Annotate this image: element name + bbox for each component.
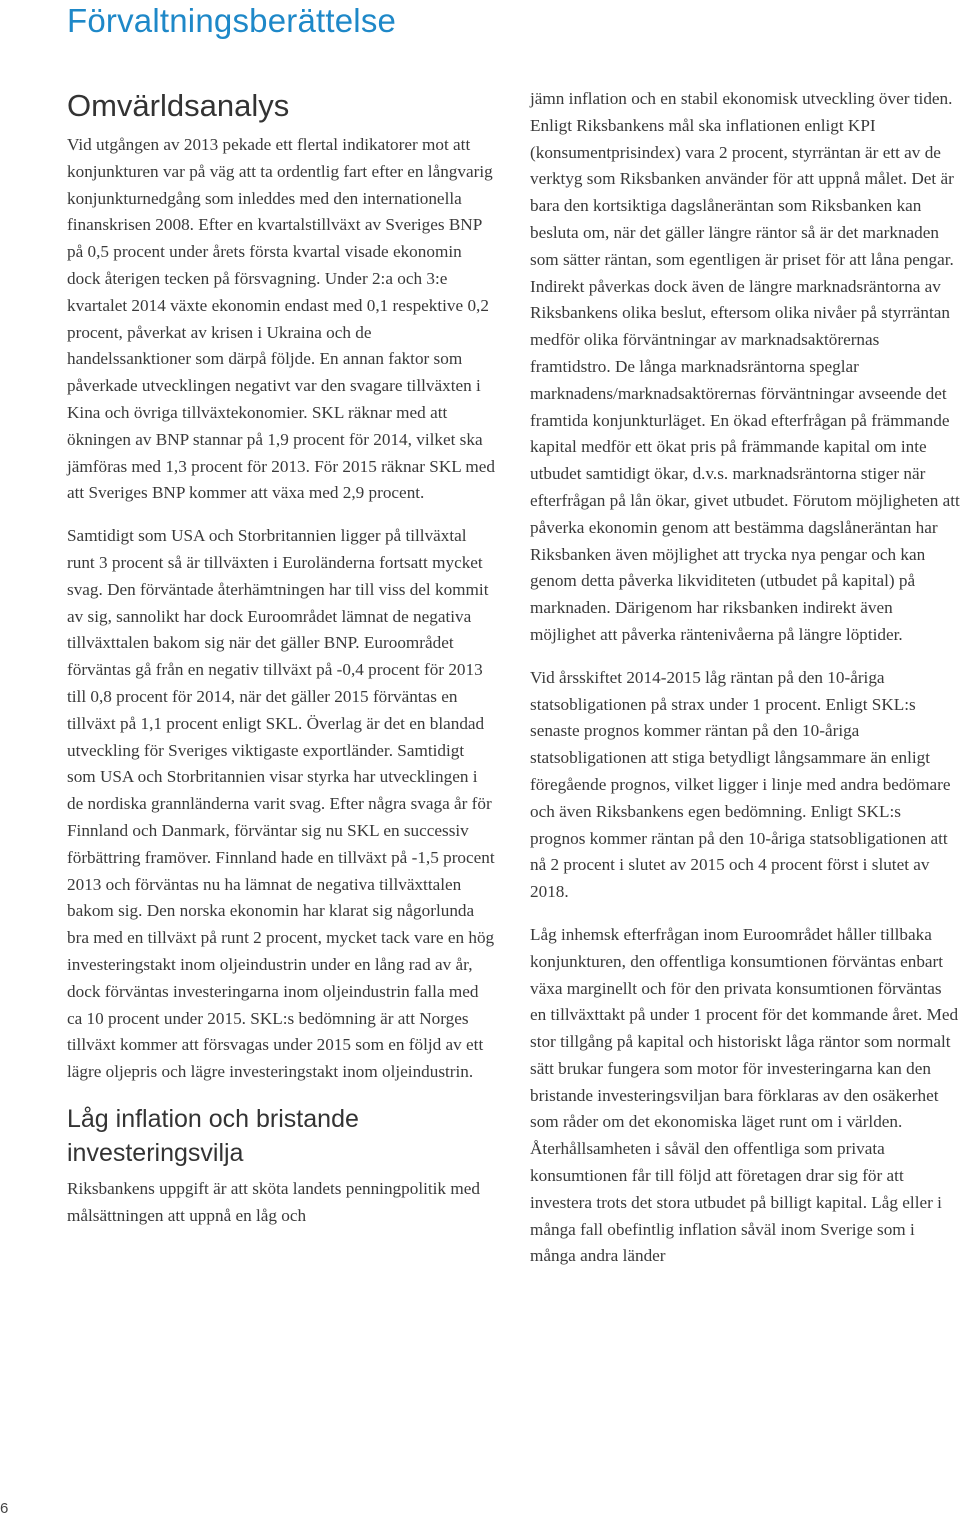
page-header-title: Förvaltningsberättelse [67,2,397,39]
body-paragraph: jämn inflation och en stabil ekonomisk utveckling över tiden. Enligt Riksbankens mål ska inflationen enligt KPI (konsumentprisindex) vara 2 procent, styrräntan är ett av de verktyg som Riksbanken använder för att uppnå målet. Det är bara den kortsiktiga dagslåneräntan som Riksbanken kan besluta om, när det gäller längre räntor så är det marknaden som sätter räntan, som egentligen är priset för att låna pengar. Indirekt påverkas dock även de längre marknadsräntorna av Riksbankens olika beslut, eftersom olika nivåer på styrräntan medför olika förväntningar av marknadsaktörernas framtidstro. De långa marknadsräntorna speglar marknadens/marknadsaktörernas förväntningar avseende det framtida konjunkturläget. En ökad efterfrågan på främmande kapital medför ett ökat pris på främmande kapital om inte utbudet samtidigt ökar, d.v.s. marknadsräntorna stiger när efterfrågan på lån ökar, givet utbudet. Förutom möjligheten att påverka ekonomin genom att bestämma dagslåneräntan har Riksbanken även möjlighet att trycka nya pengar och kan genom detta påverka likviditeten (utbudet på kapital) på marknaden. Därigenom har riksbanken indirekt även möjlighet att påverka räntenivåerna på längre löptider. [530,89,960,644]
left-column [67,88,497,1245]
body-paragraph: Låg inhemsk efterfrågan inom Euroområdet håller tillbaka konjunkturen, den offentliga konsumtionen förväntas enbart växa marginellt och för den privata konsumtionen förväntas en tillväxttakt på under 1 procent för det kommande året. Med stor tillgång på kapital och historiskt låga räntor som normalt sätt brukar fungera som motor för investeringarna kan den bristande investeringsviljan bara förklaras av den osäkerhet som råder om det ekonomiska läget runt om i världen. Återhållsamheten i såväl den offentliga som privata konsumtionen får till följd att företagen drar sig för att investera trots det stora utbudet på billigt kapital. Låg eller i många fall obefintlig inflation såväl inom Sverige som i många andra länder [530,924,959,1266]
body-paragraph: Vid årsskiftet 2014-2015 låg räntan på den 10-åriga statsobligationen på strax under 1 procent. Enligt SKL:s senaste prognos kommer räntan på den 10-åriga statsobligationen att stiga betydligt långsammare än enligt föregående prognos, vilket ligger i linje med andra bedömare och även Riksbankens egen bedömning. Enligt SKL:s prognos kommer räntan på den 10-åriga statsobligationen att nå 2 procent i slutet av 2015 och 4 procent först i slutet av 2018. [530,667,951,902]
right-column [530,86,960,1286]
subsection-title-inflation: Låg inflation och bristande investeringsvilja [67,1104,359,1167]
body-paragraph: Samtidigt som USA och Storbritannien ligger på tillväxtal runt 3 procent så är tillväxten i Euroländerna fortsatt mycket svag. Den förväntade återhämtningen har till viss del kommit av sig, sannolikt har dock Euroområdet lämnat de negativa tillväxttalen bakom sig när det gäller BNP. Euroområdet förväntas gå från en negativ tillväxt på -0,4 procent för 2013 till 0,8 procent för 2014, när det gäller 2015 förväntas en tillväxt på 1,1 procent enligt SKL. Överlag är det en blandad utveckling för Sveriges viktigaste exportländer. Samtidigt som USA och Storbritannien visar styrka har utvecklingen i de nordiska grannländerna varit svag. Efter några svaga år för Finnland och Danmark, förväntar sig nu SKL en successiv förbättring framöver. Finnland hade en tillväxt på -1,5 procent 2013 och förväntas nu ha lämnat de negativa tillväxttalen bakom sig. Den norska ekonomin har klarat sig någorlunda bra med en tillväxt på runt 2 procent, mycket tack vare en hög investeringstakt inom oljeindustrin under en lång rad av år, dock förväntas investeringarna inom oljeindustrin falla med ca 10 procent under 2015. SKL:s bedömning är att Norges tillväxt kommer att försvagas under 2015 som en följd av ett lägre oljepris och lägre investeringstakt inom oljeindustrin. [67,526,495,1082]
section-title-omvarldsanalys: Omvärldsanalys [67,88,290,123]
body-paragraph: Vid utgången av 2013 pekade ett flertal indikatorer mot att konjunkturen var på väg att ta ordentlig fart efter en långvarig konjunkturnedgång som inleddes med den internationella finanskrisen 2008. Efter en kvartalstillväxt av Sveriges BNP på 0,5 procent under årets första kvartal visade ekonomin dock återigen tecken på försvagning. Under 2:a och 3:e kvartalet 2014 växte ekonomin endast med 0,1 respektive 0,2 procent, påverkat av krisen i Ukraina och de handelssanktioner som därpå följde. En annan faktor som påverkade utvecklingen negativt var den svagare tillväxten i Kina och övriga tillväxtekonomier. SKL räknar med att ökningen av BNP stannar på 1,9 procent för 2014, vilket ska jämföras med 1,3 procent för 2013. För 2015 räknar SKL med att Sveriges BNP kommer att växa med 2,9 procent. [67,135,495,503]
body-paragraph: Riksbankens uppgift är att sköta landets penningpolitik med målsättningen att uppnå en låg och [67,1178,480,1225]
page-number: 6 [0,1500,9,1517]
